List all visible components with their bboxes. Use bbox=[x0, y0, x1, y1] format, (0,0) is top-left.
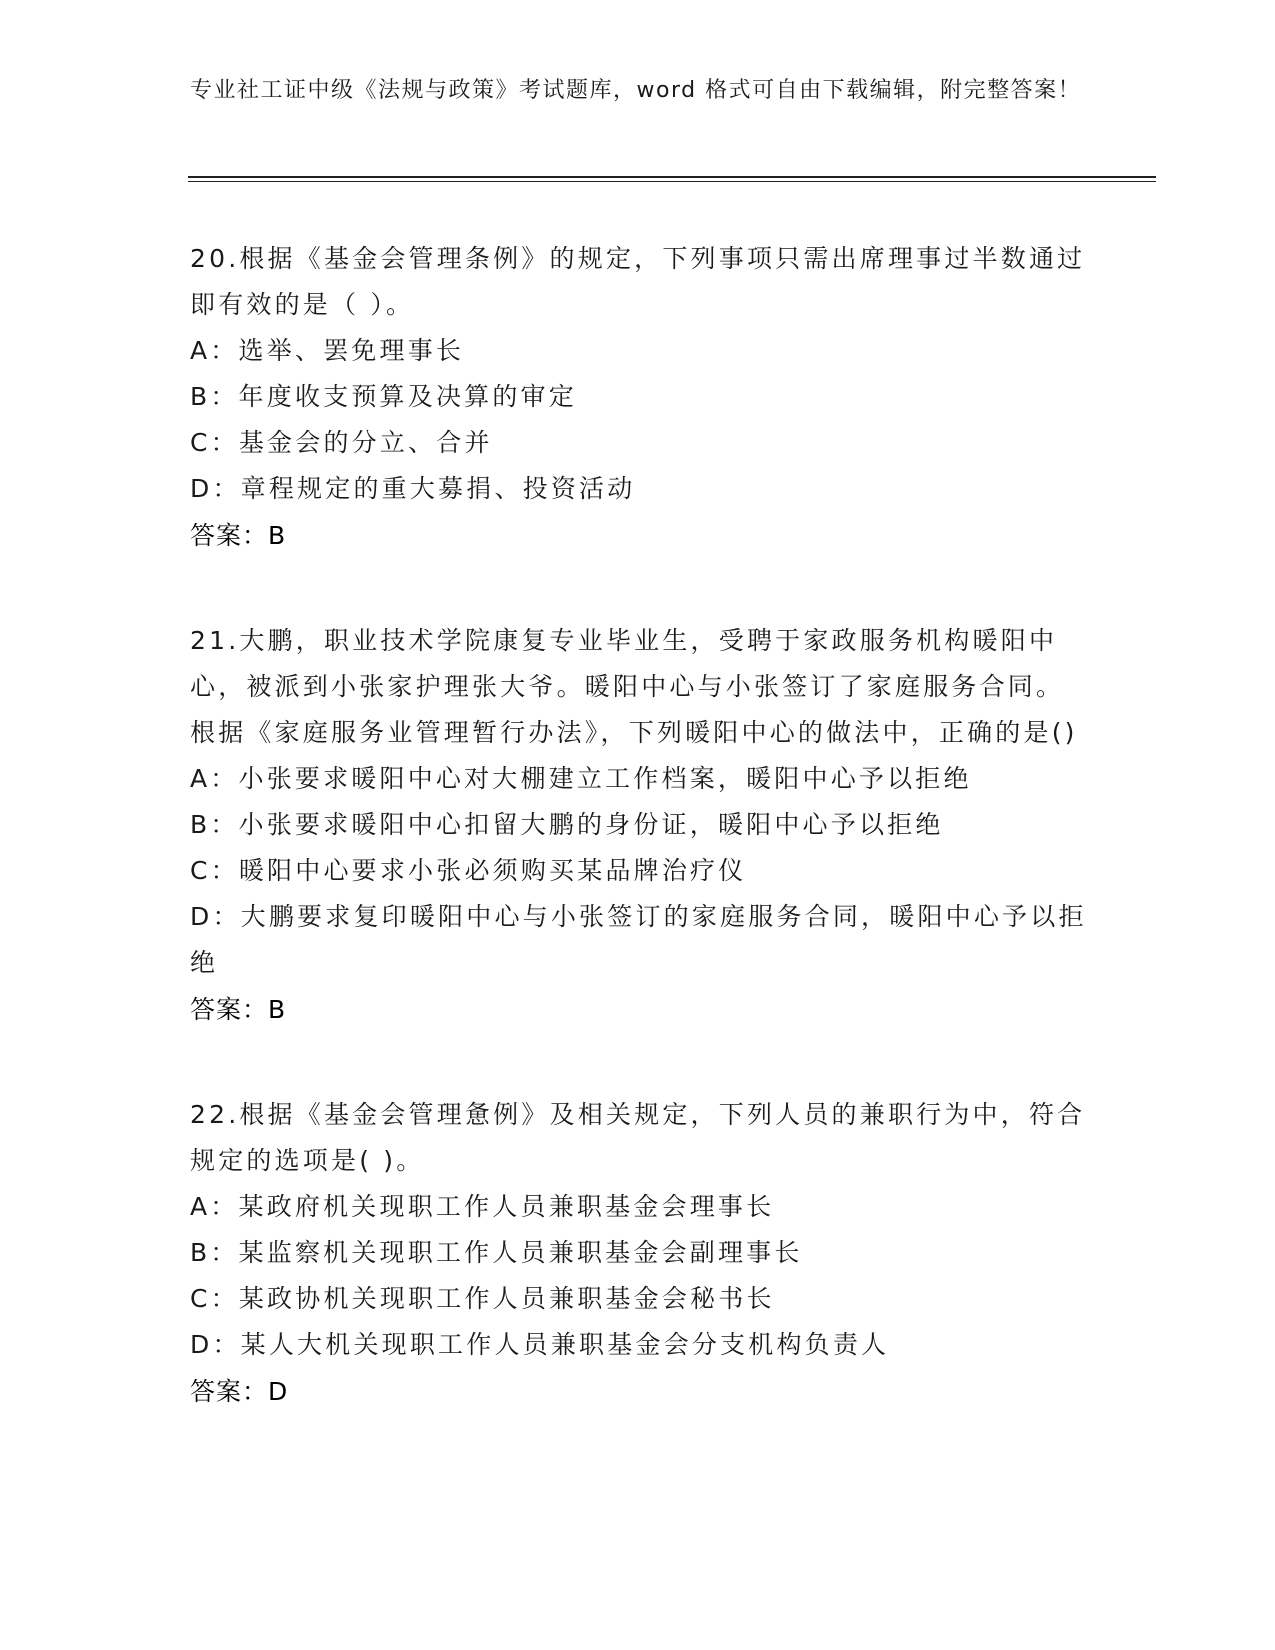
header-text: 专业社工证中级《法规与政策》考试题库，word 格式可自由下载编辑，附完整答案！ bbox=[190, 78, 1082, 103]
option-c: C：某政协机关现职工作人员兼职基金会秘书长 bbox=[190, 1284, 775, 1313]
question-stem: 22.根据《基金会管理惫例》及相关规定，下列人员的兼职行为中，符合规定的选项是( )。 bbox=[190, 1100, 1086, 1175]
answer: 答案：B bbox=[190, 995, 287, 1024]
option-b: B：小张要求暖阳中心扣留大鹏的身份证，暖阳中心予以拒绝 bbox=[190, 810, 944, 839]
answer: 答案：D bbox=[190, 1377, 289, 1406]
question-21 bbox=[190, 618, 1090, 1034]
question-stem: 20.根据《基金会管理条例》的规定，下列事项只需出席理事过半数通过即有效的是（ ）。 bbox=[190, 244, 1086, 319]
option-a: A：选举、罢免理事长 bbox=[190, 336, 465, 365]
question-20 bbox=[190, 236, 1090, 560]
document-header bbox=[190, 74, 1090, 107]
option-a: A：某政府机关现职工作人员兼职基金会理事长 bbox=[190, 1192, 775, 1221]
option-a: A：小张要求暖阳中心对大棚建立工作档案，暖阳中心予以拒绝 bbox=[190, 764, 972, 793]
header-divider bbox=[188, 176, 1156, 182]
option-c: C：基金会的分立、合并 bbox=[190, 428, 493, 457]
option-b: B：年度收支预算及决算的审定 bbox=[190, 382, 577, 411]
option-c: C：暖阳中心要求小张必须购买某品牌治疗仪 bbox=[190, 856, 747, 885]
option-b: B：某监察机关现职工作人员兼职基金会副理事长 bbox=[190, 1238, 803, 1267]
option-d: D：某人大机关现职工作人员兼职基金会分支机构负责人 bbox=[190, 1330, 890, 1359]
question-22 bbox=[190, 1092, 1090, 1416]
option-d: D：章程规定的重大募捐、投资活动 bbox=[190, 474, 636, 503]
question-stem: 21.大鹏，职业技术学院康复专业毕业生，受聘于家政服务机构暖阳中心，被派到小张家护理张大爷。暖阳中心与小张签订了家庭服务合同。根据《家庭服务业管理暂行办法》，下列暖阳中心的做法中，正确的是() bbox=[190, 626, 1078, 747]
option-d: D：大鹏要求复印暖阳中心与小张签订的家庭服务合同，暖阳中心予以拒绝 bbox=[190, 902, 1087, 977]
question-list bbox=[190, 236, 1090, 1474]
answer: 答案：B bbox=[190, 521, 287, 550]
